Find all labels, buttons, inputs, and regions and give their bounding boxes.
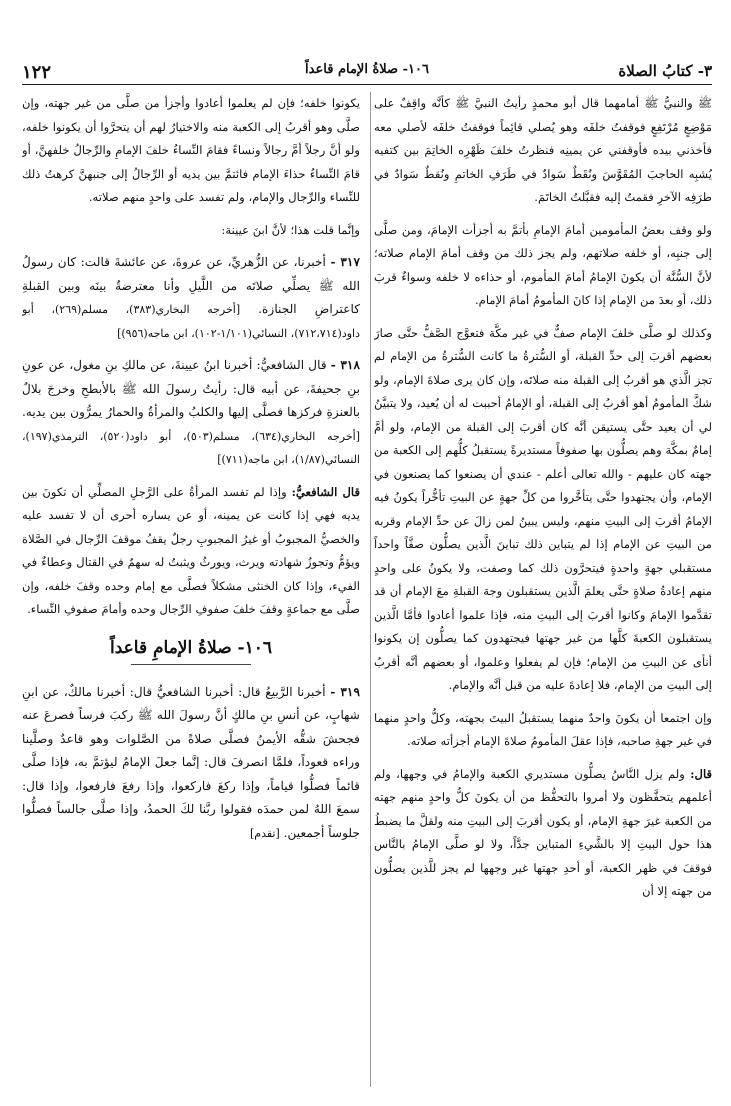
hadith-number: ٣١٧ - xyxy=(330,255,360,269)
hadith-reference: [أخرجه البخاري(٣٨٣)، مسلم(٢٦٩)، أبو داود(٧١٢،٧١٤)، النسائي(١/١٠١-١٠٢)، ابن ماجه(٩٥٦)] xyxy=(22,303,360,340)
heading-underline xyxy=(131,664,251,665)
left-column xyxy=(22,92,360,1092)
hadith-text: أخبرنا الرَّبيعُ قال: أخبرنا الشافعيُّ قال: أخبرنا مالكٌ، عن ابنِ شهابٍ، عن أنسِ بنِ مالكٍ أنَّ رسولَ الله ﷺ ركبَ فرساً فصرعَ عنه فجحشَ شقُّه الأيمنُ فصلَّى صلاةً من الصَّلوات وهو قاعدٌ وصلَّينا وراءه قعوداً، فلمَّا انصرفَ قال: إنَّما جعلَ الإمامُ ليؤتمَّ به، فإذا صلَّى قائماً فصلُّوا قياماً، وإذا ركعَ فاركعوا، وإذا رفعَ فارفعوا، وإذا قال: سمعَ اللهُ لمن حمدَه فقولوا ربَّنا لكَ الحمدُ، وإذا صلَّى جالساً فصلُّوا جلوساً أجمعين. xyxy=(22,684,360,840)
hadith-text: قال الشافعيُّ: أخبرنا ابنُ عيينةَ، عن مالكِ بنِ مغول، عن عونِ بنِ جحيفةَ، عن أبيه قال: رأيتُ رسولَ الله ﷺ بالأبطحِ وخرجَ بلالٌ بالعنزةِ فركزها فصلَّى إليها والكلبُ والمرأةُ والحمارُ يمرُّون بين يديه. xyxy=(22,358,360,419)
hadith-317 xyxy=(22,251,360,345)
speaker-label: قال: xyxy=(690,766,712,781)
paragraph: ولو وقف بعضُ المأمومين أمامَ الإمامِ بأتمَّ به أجزأت الإمامَ، ومن صلَّى إلى جنبِه، أو خلفه صلاتهم، ولم يجز ذلك من وقف أمامَ الإمام صلاته؛ لأنَّ السُّنَّة أن يكونَ الإمامُ أمامَ المأموم، أو حذاءه لا خلفه وسواءٌ قربَ ذلك، أو بعدَ من الإمام إذا كانَ المأمومُ أمامَ الإمام. xyxy=(374,222,712,307)
section-heading xyxy=(22,636,360,665)
page-header xyxy=(22,62,712,85)
section-heading-text: ١٠٦- صلاةُ الإمامِ قاعداً xyxy=(109,637,273,658)
paragraph: وإن اجتمعا أن يكونَ واحدٌ منهما يستقبلُ البيتَ بجهته، وكلُّ واحدٍ منهما في غير جهةِ صاحبه، فإذا عقلَ المأمومُ صلاةَ الإمام أجزأته صلاته. xyxy=(374,710,712,748)
paragraph xyxy=(374,763,712,904)
column-divider xyxy=(370,92,371,1087)
chapter-title: ١٠٦- صلاةُ الإمام قاعداً xyxy=(305,62,429,77)
paragraph-text: وإذا لم تفسد المرأةُ على الرَّجلِ المصلِّي أن تكونَ بين يديه فهي إذا كانت عن يمينه، أو عن يساره أحرى أن لا تفسد عليه والخصيُّ المجبوبُ أو غيرُ المجبوبِ رجلٌ يقفُ موقفَ الرِّجال في الصَّلاة ويؤمُّ وتجوزُ شهادته ويرث، ويورثُ ويثبتُ له سهمٌ في القتال وعطاءٌ في الفيء، وإذا كان الخنثى مشكلاً فصلَّى مع إمام وحده وقفَ خلفه، وإن صلَّى مع جماعةٍ وقفَ خلفَ صفوفِ الرِّجال وحده وأمامَ صفوفِ النِّساء. xyxy=(22,484,360,616)
hadith-reference: [أخرجه البخاري(٦٣٤)، مسلم(٥٠٣)، أبو داود(٥٢٠)، الترمذي(١٩٧)، النسائي(١/٨٧)، ابن ماجه(٧١١)] xyxy=(22,429,360,466)
hadith-318 xyxy=(22,354,360,472)
text-columns xyxy=(22,92,712,1092)
paragraph: وإنَّما قلت هذا؛ لأنَّ ابنَ عيينة: xyxy=(221,222,360,237)
right-column xyxy=(374,92,712,1092)
paragraph: يكونوا خلفه؛ فإن لم يعلموا أعادوا وأجزأ من صلَّى من غير جهته، وإن صلَّى وهو أقربُ إلى الكعبة منه والاختيارُ لهم أن يتحرَّوا أن يكونوا خلفه، ولو أنَّ رجلاً أمَّ رجالاً ونساءً فقامَ النِّساءُ خلفَ الإمامِ والرِّجالُ خلفهنَّ، أو قامَ النِّساءُ حذاءَ الإمام فائتمَّ بين يديه أو الرِّجالُ إلى جنبهنَّ كرهتُ ذلك للنِّساء والرِّجال والإمام، ولم تفسد على واحدٍ منهم صلاته. xyxy=(22,96,360,204)
hadith-number: ٣١٨ - xyxy=(330,358,360,372)
paragraph: وكذلك لو صلَّى خلفَ الإمام صفٌّ في غير مكَّة فتعوَّج الصَّفُّ حتَّى صارَ بعضهم أقربَ إلى حدِّ القبلة، أو السُّترةُ ما كانت السُّترةُ من الإمام لم تجز الَّذي هو أقربُ إلى القبلة منه صلاتَه، وإن كان يرى صلاةَ الإمام، ولو شكَّ المأمومُ أهو أقربُ إلى القبلة، أو الإمامُ أحببت له أن يُعيد، ولا يتبيَّنُ لي أن يعيد حتَّى يستيقن أنَّه كان أقربَ إلى القبلة من الإمام، ولو أمَّ إمامٌ بمكَّة وهم يصلُّون بها صفوفاً مستديرةً يستقبلُ كلُّهم إلى الكعبة من جهته كان عليهم - والله تعالى أعلم - عندي أن يصنعوا كما يصنعون في الإمام، وأن يجتهدوا حتَّى يتأخَّروا من كلِّ جهةٍ عن البيتِ تأخُّراً يكونُ فيه الإمامُ أقربَ إلى البيتِ منهم، وليس يبينُ لمن زالَ عن حدِّ الإمام وقربه من البيتِ عن الإمام إذا لم يتباين ذلك تباينَ الَّذين يصلُّون صفَّاً واحداً مستقبلي جهةٍ واحدةٍ فيتحرَّون ذلك كما وصفت، ولا يكونُ على واحدٍ منهم إعادةُ صلاةٍ حتَّى يعلمَ الَّذين يستقبلون وجهَ القبلةِ معَ الإمام أن قد تقدَّموا الإمامَ وكانوا أقربَ إلى البيتِ منه، فإذا علموا أعادوا فأمَّا الَّذين يستقبلون الكعبةَ كلَّها من غير جهتها فيجتهدون كما يصلُّون إن يكونوا أنأى عن البيتِ من الإمام؛ فإن لم يفعلوا وعلموا، أو بعضهم أنَّه أقربُ إلى البيتِ من الإمام، فلا إعادةَ عليه من قبل أنَّه والإمام. xyxy=(374,325,712,692)
hadith-reference: [تقدم] xyxy=(249,826,280,840)
hadith-number: ٣١٩ - xyxy=(330,684,360,699)
paragraph-text: ولم يزل النَّاسُ يصلُّون مستديري الكعبة والإمامُ في وجهها، ولم أعلمهم يتحفَّظون ولا أمروا بالتحفُّظ من أن يكونَ كلُّ واحدٍ منهم جهته من الكعبة غيرَ جهةِ الإمام، أو يكون أقربَ إلى البيتِ منه ولقلَّ ما يضبطُ هذا حول البيتِ إلا بالشَّيءِ المتباين جدَّاً، ولا لو صلَّى الإمامُ بالنَّاس فوقفَ في ظهر الكعبة، أو أحدِ جهتها غير وجهها لم يجز للَّذين يصلُّون من جهته إلا أن xyxy=(374,766,712,898)
page-number: ١٢٢ xyxy=(22,62,52,83)
hadith-text: أخبرنا، عن الزُّهريِّ، عن عروةَ، عن عائشةَ قالت: كان رسولُ الله ﷺ يصلِّي صلاتَه من اللَّيلِ وأنا معترضةٌ بينَه وبين القبلةِ كاعتراضِ الجنازة. xyxy=(22,255,360,316)
speaker-label: قال الشافعيُّ: xyxy=(291,484,360,499)
book-title: ٣- كتابُ الصلاة xyxy=(618,62,712,80)
paragraph: ﷺ والنبيُّ ﷺ أمامهما قال أبو محمدٍ رأيتُ النبيَّ ﷺ كأنَّه واقِفٌ على مَوْضِعٍ مُرْتَفِعٍ فوقفتُ خلفَه وهو يُصلي قائِماً فوقفتُ خلفَه لأصلي معه فأخذني بيده فأوقفني عن يمينِه فنظرتُ خلفَ ظَهْرِه الخاتِمَ بين كتفيه يُشبِه الحاجبَ المُقَوَّسَ ونُقَطٌ سَوادٌ في طَرَفِ الخاتمِ ونُقطٌ سَوادٌ في طرَفِه الآخرِ فقمتُ إليه فقبَّلتُ الخاتَمَ. xyxy=(374,96,712,204)
hadith-319 xyxy=(22,681,360,846)
paragraph xyxy=(22,481,360,622)
